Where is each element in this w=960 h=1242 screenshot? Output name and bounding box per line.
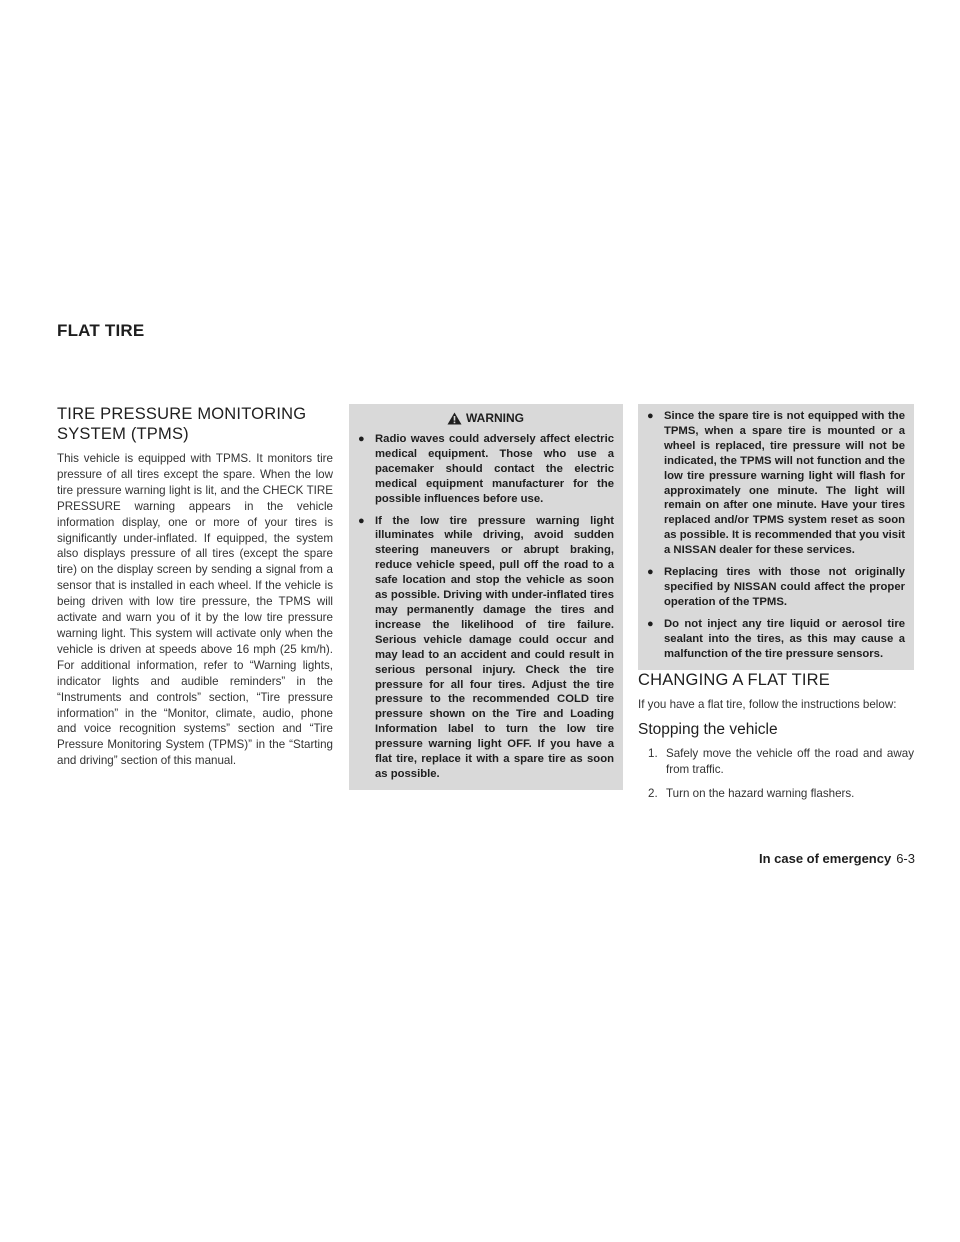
- warning-item-text: Do not inject any tire liquid or aerosol tire sealant into the tires, as this may cause a malfunction of the tire pressure sensors.: [664, 617, 905, 660]
- warning-item-text: Since the spare tire is not equipped with the TPMS, when a spare tire is mounted or a wheel is replaced, tire pressure will not be indicated, the TPMS will not function and the low tire pressure warning light will flash for approximately one minute. The light will remain on after one minute. Have your tires replaced and/or TPMS system reset as soon as possible. It is recommended that you visit a NISSAN dealer for these services.: [664, 410, 905, 557]
- tpms-heading: [57, 404, 333, 444]
- changing-heading: CHANGING A FLAT TIRE: [638, 670, 830, 689]
- section-title: FLAT TIRE: [57, 321, 145, 340]
- changing-intro: If you have a flat tire, follow the instructions below:: [638, 697, 897, 711]
- bullet-icon: ●: [358, 514, 365, 527]
- step-text: Safely move the vehicle off the road and away from traffic.: [666, 747, 914, 777]
- bullet-icon: ●: [647, 410, 654, 422]
- bullet-icon: ●: [358, 433, 365, 445]
- warning-item: [646, 409, 905, 558]
- bullet-icon: ●: [647, 566, 654, 579]
- steps-list: [638, 746, 914, 802]
- tpms-heading-line1: TIRE PRESSURE MONITORING: [57, 405, 307, 423]
- warning-item: [357, 514, 614, 782]
- step-number: 2.: [648, 787, 658, 801]
- warning-box-continued: [638, 404, 914, 670]
- page-number: 6-3: [896, 851, 915, 866]
- warning-header: [357, 409, 614, 427]
- warning-list: [357, 432, 614, 782]
- step-item: [638, 746, 914, 778]
- warning-item: [646, 617, 905, 662]
- stopping-heading: Stopping the vehicle: [638, 721, 778, 739]
- warning-box: [349, 404, 623, 790]
- column-warning: [349, 404, 623, 790]
- column-changing: [638, 404, 914, 810]
- step-number: 1.: [648, 747, 658, 761]
- warning-item-text: If the low tire pressure warning light illuminates while driving, avoid sudden steering maneuvers or abrupt braking, reduce vehicle speed, pull off the road to a safe location and stop the vehicle as soon as possible. Driving with under-inflated tires may permanently damage the tires and increase the likelihood of tire failure. Serious vehicle damage could occur and may lead to an accident and could result in serious personal injury. Check the tire pressure for all four tires. Adjust the tire pressure to the recommended COLD tire pressure shown on the Tire and Loading Information label to turn the low tire pressure warning light OFF. If you have a flat tire, replace it with a spare tire as soon as possible.: [375, 514, 614, 780]
- warning-title: WARNING: [466, 411, 524, 425]
- column-tpms: [57, 404, 333, 769]
- warning-triangle-icon: [447, 412, 462, 425]
- warning-list-continued: [646, 409, 905, 662]
- warning-item: [646, 565, 905, 610]
- warning-item-text: Radio waves could adversely affect electric medical equipment. Those who use a pacemaker should contact the electric medical equipment manufacturer for the possible influences before use.: [375, 433, 614, 505]
- footer-section-name: In case of emergency: [758, 851, 892, 866]
- tpms-body-paragraph: This vehicle is equipped with TPMS. It monitors tire pressure of all tires except the spare. When the low tire pressure warning light is lit, and the CHECK TIRE PRESSURE warning appears in the vehicle information display, one or more of your tires is significantly under-inflated. If equipped, the system also displays pressure of all tires (except the spare tire) on the display screen by sending a signal from a sensor that is installed in each wheel. If the vehicle is being driven with low tire pressure, the TPMS will activate and warn you of it by the low tire pressure warning light. This system will activate only when the vehicle is driven at speeds above 16 mph (25 km/h). For additional information, refer to “Warning lights, indicator lights and audible reminders” in the “Instruments and controls” section, “Tire pressure information” in the “Monitor, climate, audio, phone and voice recognition systems” section and “Tire Pressure Monitoring System (TPMS)” in the “Starting and driving” section of this manual.: [57, 452, 333, 768]
- warning-item: [357, 432, 614, 507]
- step-text: Turn on the hazard warning flashers.: [666, 787, 855, 801]
- page-footer: [705, 851, 915, 866]
- tpms-heading-line2: SYSTEM (TPMS): [57, 425, 189, 443]
- step-item: [638, 786, 914, 802]
- bullet-icon: ●: [647, 617, 654, 630]
- warning-item-text: Replacing tires with those not originally specified by NISSAN could affect the proper operation of the TPMS.: [664, 566, 905, 608]
